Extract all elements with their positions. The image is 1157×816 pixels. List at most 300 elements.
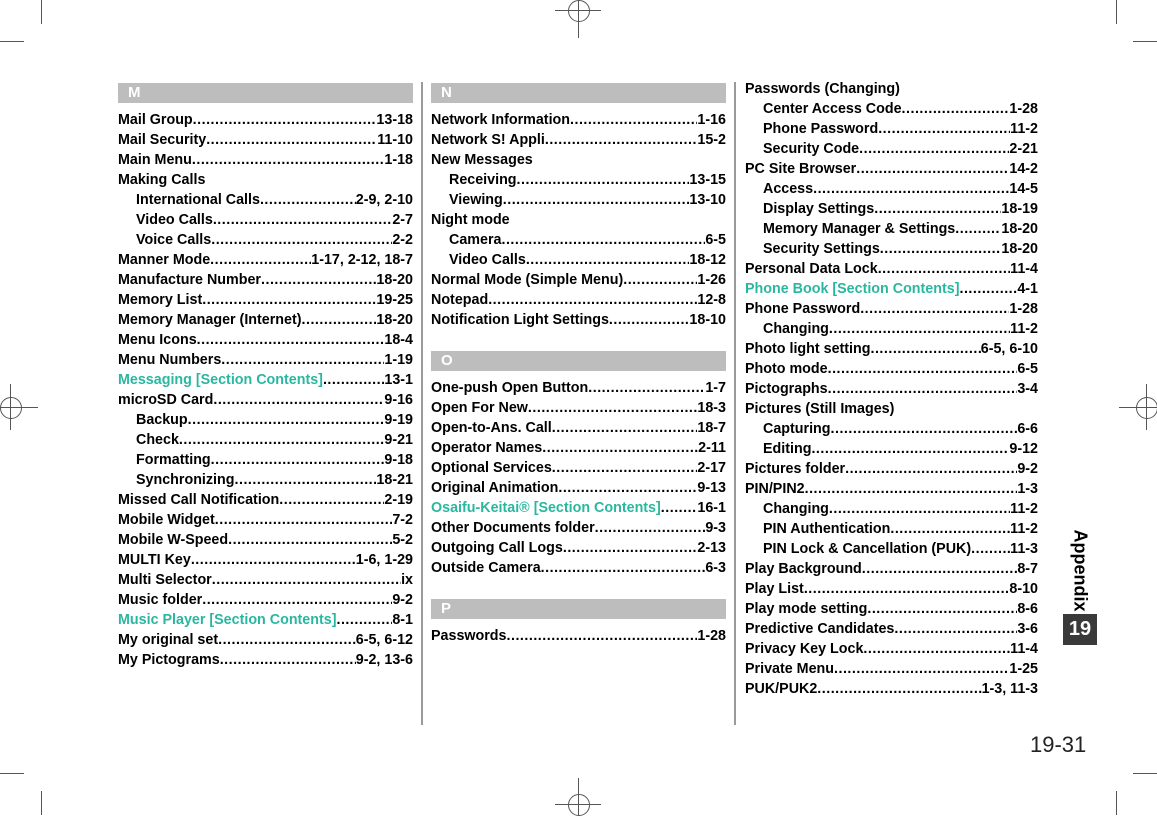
index-entry <box>118 130 413 150</box>
index-entry-page: 11-2 <box>1010 501 1038 517</box>
index-entry-page: 13-10 <box>689 192 726 208</box>
index-entry-label: Memory Manager & Settings <box>763 221 956 237</box>
index-entry <box>118 350 413 370</box>
index-entry-label: Changing <box>763 501 829 517</box>
index-entry <box>745 379 1038 399</box>
index-entry-page: 9-18 <box>384 452 413 468</box>
section-header-n: N <box>431 83 726 103</box>
index-list-p <box>431 626 726 646</box>
index-entry-page: 1-7 <box>705 380 726 396</box>
dot-leader <box>260 190 356 210</box>
index-entry-label: Personal Data Lock <box>745 261 878 277</box>
index-entry-page: 8-6 <box>1017 601 1038 617</box>
dot-leader <box>197 330 385 350</box>
index-entry-page: 6-6 <box>1017 421 1038 437</box>
dot-leader <box>845 459 1017 479</box>
index-entry <box>431 438 726 458</box>
index-entry <box>431 130 726 150</box>
dot-leader <box>588 378 705 398</box>
index-entry-label: Pictographs <box>745 381 828 397</box>
index-entry-page: 18-20 <box>376 272 413 288</box>
index-entry-page: 11-4 <box>1010 641 1038 657</box>
index-entry <box>745 479 1038 499</box>
index-entry-label: Synchronizing <box>136 472 235 488</box>
index-entry <box>745 679 1038 699</box>
dot-leader <box>235 470 377 490</box>
index-entry-page: 8-1 <box>392 612 413 628</box>
index-entry-label: One-push Open Button <box>431 380 589 396</box>
dot-leader <box>215 510 393 530</box>
index-entry <box>431 398 726 418</box>
index-entry <box>118 570 413 590</box>
index-entry-label: Pictures folder <box>745 461 846 477</box>
index-entry-page: 11-3 <box>1010 541 1038 557</box>
index-entry-label: Outgoing Call Logs <box>431 540 563 556</box>
index-entry-label: Play mode setting <box>745 601 868 617</box>
dot-leader <box>542 438 698 458</box>
dot-leader <box>503 190 690 210</box>
index-entry-page: 11-2 <box>1010 121 1038 137</box>
index-entry-label: Memory List <box>118 292 203 308</box>
dot-leader <box>211 230 392 250</box>
dot-leader <box>623 270 697 290</box>
registration-circle <box>1136 397 1157 419</box>
dot-leader <box>570 110 697 130</box>
index-entry-label: PIN/PIN2 <box>745 481 805 497</box>
index-entry-page: 2-9, 2-10 <box>355 192 413 208</box>
index-entry-label: Network S! Appli <box>431 132 545 148</box>
dot-leader <box>880 239 1002 259</box>
dot-leader <box>955 219 1001 239</box>
index-entry <box>745 599 1038 619</box>
index-entry <box>118 270 413 290</box>
index-entry-page: 9-21 <box>384 432 413 448</box>
index-entry <box>745 239 1038 259</box>
dot-leader <box>323 370 384 390</box>
dot-leader <box>193 110 377 130</box>
index-entry-label: Normal Mode (Simple Menu) <box>431 272 624 288</box>
index-list-m <box>118 110 413 670</box>
index-entry-page: 5-2 <box>392 532 413 548</box>
dot-leader <box>507 626 698 646</box>
index-entry <box>431 170 726 190</box>
index-entry-label: Phone Book [Section Contents] <box>745 281 960 297</box>
section-header-o: O <box>431 351 726 371</box>
index-entry-page: 9-2, 13-6 <box>355 652 413 668</box>
index-entry-label: PIN Authentication <box>763 521 891 537</box>
section-header-m: M <box>118 83 413 103</box>
index-entry <box>745 319 1038 339</box>
index-entry <box>118 470 413 490</box>
column-divider <box>734 82 736 725</box>
index-entry-page: 1-17, 2-12, 18-7 <box>311 252 413 268</box>
index-entry-label: Other Documents folder <box>431 520 595 536</box>
index-link-entry[interactable] <box>745 279 1038 299</box>
index-entry-label: Predictive Candidates <box>745 621 895 637</box>
dot-leader <box>811 439 1009 459</box>
dot-leader <box>336 610 392 630</box>
index-entry <box>431 478 726 498</box>
dot-leader <box>220 650 356 670</box>
index-entry-label: Passwords <box>431 628 507 644</box>
index-entry-label: Capturing <box>763 421 831 437</box>
index-entry <box>745 659 1038 679</box>
index-entry <box>431 250 726 270</box>
dot-leader <box>563 538 698 558</box>
index-entry <box>118 390 413 410</box>
dot-leader <box>894 619 1017 639</box>
index-entry-label: Mail Group <box>118 112 193 128</box>
dot-leader <box>862 559 1018 579</box>
dot-leader <box>210 250 311 270</box>
index-entry-label: Voice Calls <box>136 232 212 248</box>
dot-leader <box>870 339 980 359</box>
index-entry <box>431 558 726 578</box>
index-entry-label: Menu Icons <box>118 332 197 348</box>
index-entry-label: Original Animation <box>431 480 559 496</box>
index-entry-label: Network Information <box>431 112 571 128</box>
index-entry <box>118 110 413 130</box>
index-column-1 <box>118 83 413 670</box>
index-entry <box>431 518 726 538</box>
dot-leader <box>971 539 1010 559</box>
dot-leader <box>221 350 384 370</box>
dot-leader <box>545 130 698 150</box>
index-entry-page: 9-12 <box>1009 441 1038 457</box>
index-entry-page: 6-5 <box>1017 361 1038 377</box>
index-entry <box>745 99 1038 119</box>
index-entry-label: Night mode <box>431 212 510 228</box>
index-entry-label: Phone Password <box>745 301 861 317</box>
index-entry-page: 18-20 <box>1001 221 1038 237</box>
index-entry <box>118 190 413 210</box>
index-entry-page: 2-17 <box>697 460 726 476</box>
index-entry-page: 13-1 <box>384 372 413 388</box>
index-entry-label: Privacy Key Lock <box>745 641 864 657</box>
index-entry-page: 2-11 <box>698 440 726 456</box>
dot-leader <box>831 419 1018 439</box>
index-entry-page: 18-4 <box>384 332 413 348</box>
index-entry <box>431 626 726 646</box>
registration-circle <box>568 794 590 816</box>
index-entry <box>745 139 1038 159</box>
index-entry-page: 18-7 <box>697 420 726 436</box>
dot-leader <box>302 310 377 330</box>
dot-leader <box>192 150 385 170</box>
index-entry <box>118 210 413 230</box>
index-entry-label: Pictures (Still Images) <box>745 401 895 417</box>
index-entry <box>745 419 1038 439</box>
dot-leader <box>890 519 1010 539</box>
index-entry-page: 9-2 <box>1017 461 1038 477</box>
index-entry <box>118 630 413 650</box>
index-entry-label: Main Menu <box>118 152 192 168</box>
index-entry-label: Making Calls <box>118 172 206 188</box>
index-entry-label: Changing <box>763 321 829 337</box>
index-entry-page: 6-5, 6-12 <box>355 632 413 648</box>
index-entry-label: Play Background <box>745 561 862 577</box>
index-entry-page: 14-2 <box>1009 161 1038 177</box>
index-entry <box>118 230 413 250</box>
index-entry-page: 1-28 <box>1009 301 1038 317</box>
index-entry <box>745 499 1038 519</box>
index-entry <box>745 339 1038 359</box>
index-entry-label: New Messages <box>431 152 533 168</box>
index-entry <box>118 490 413 510</box>
index-entry-page: 2-7 <box>392 212 413 228</box>
index-entry <box>745 219 1038 239</box>
dot-leader <box>804 579 1010 599</box>
index-entry <box>745 519 1038 539</box>
index-entry-label: Menu Numbers <box>118 352 222 368</box>
index-entry-label: PUK/PUK2 <box>745 681 818 697</box>
dot-leader <box>878 119 1010 139</box>
dot-leader <box>829 499 1010 519</box>
dot-leader <box>558 478 697 498</box>
index-link-entry[interactable] <box>431 498 726 518</box>
crop-mark <box>41 0 42 24</box>
index-entry-label: Mobile W-Speed <box>118 532 229 548</box>
dot-leader <box>595 518 706 538</box>
index-entry-page: 1-28 <box>1009 101 1038 117</box>
index-entry-page: 6-5 <box>705 232 726 248</box>
index-list-o <box>431 378 726 578</box>
dot-leader <box>859 139 1009 159</box>
index-entry-page: 11-4 <box>1010 261 1038 277</box>
index-entry-label: Camera <box>449 232 502 248</box>
index-entry <box>745 459 1038 479</box>
index-entry-page: 2-2 <box>392 232 413 248</box>
index-entry-label: PIN Lock & Cancellation (PUK) <box>763 541 972 557</box>
index-entry <box>745 79 1038 99</box>
index-entry-page: 1-16 <box>697 112 726 128</box>
dot-leader <box>661 498 698 518</box>
index-entry-page: 3-6 <box>1017 621 1038 637</box>
dot-leader <box>213 390 384 410</box>
index-entry-page: 9-19 <box>384 412 413 428</box>
dot-leader <box>517 170 690 190</box>
index-entry <box>745 179 1038 199</box>
index-entry-label: microSD Card <box>118 392 214 408</box>
dot-leader <box>856 159 1009 179</box>
dot-leader <box>552 458 698 478</box>
index-entry-page: 8-7 <box>1017 561 1038 577</box>
index-entry <box>118 290 413 310</box>
index-entry-page: 1-25 <box>1009 661 1038 677</box>
dot-leader <box>609 310 690 330</box>
index-entry-page: 1-6, 1-29 <box>355 552 413 568</box>
dot-leader <box>878 259 1010 279</box>
index-entry-page: 4-1 <box>1017 281 1038 297</box>
dot-leader <box>261 270 376 290</box>
index-entry <box>745 299 1038 319</box>
index-entry-label: Photo light setting <box>745 341 871 357</box>
index-entry-page: 12-8 <box>697 292 726 308</box>
index-entry-label: My Pictograms <box>118 652 220 668</box>
crop-mark <box>0 773 24 774</box>
index-entry-page: 1-18 <box>384 152 413 168</box>
index-entry-label: Messaging [Section Contents] <box>118 372 323 388</box>
index-entry-label: Optional Services <box>431 460 552 476</box>
index-entry-label: Center Access Code <box>763 101 902 117</box>
index-entry <box>745 159 1038 179</box>
index-entry-label: Check <box>136 432 179 448</box>
dot-leader <box>817 679 981 699</box>
index-entry <box>745 359 1038 379</box>
crop-mark <box>41 791 42 815</box>
index-entry-page: 18-3 <box>697 400 726 416</box>
index-entry <box>118 430 413 450</box>
index-column-2 <box>431 83 726 646</box>
index-entry <box>118 590 413 610</box>
index-entry <box>745 399 1038 419</box>
dot-leader <box>813 179 1009 199</box>
dot-leader <box>211 450 385 470</box>
index-entry-page: 11-10 <box>377 132 413 148</box>
index-entry-page: 3-4 <box>1017 381 1038 397</box>
index-entry-page: 11-2 <box>1010 321 1038 337</box>
index-entry-page: 16-1 <box>697 500 726 516</box>
index-entry-page: 14-5 <box>1009 181 1038 197</box>
index-entry-label: Memory Manager (Internet) <box>118 312 302 328</box>
index-entry <box>431 110 726 130</box>
index-entry-page: 9-13 <box>697 480 726 496</box>
dot-leader <box>213 210 393 230</box>
index-entry-label: Receiving <box>449 172 517 188</box>
index-entry-page: 11-2 <box>1010 521 1038 537</box>
index-entry <box>745 439 1038 459</box>
dot-leader <box>206 130 377 150</box>
index-entry <box>118 650 413 670</box>
index-entry-label: Music Player [Section Contents] <box>118 612 337 628</box>
index-entry-page: 18-10 <box>689 312 726 328</box>
index-list-n <box>431 110 726 330</box>
index-entry-page: 1-26 <box>697 272 726 288</box>
index-entry <box>118 410 413 430</box>
index-link-entry[interactable] <box>118 370 413 390</box>
index-entry-label: International Calls <box>136 192 260 208</box>
index-entry-label: Phone Password <box>763 121 879 137</box>
index-entry-page: 1-3 <box>1017 481 1038 497</box>
index-column-3 <box>745 79 1038 699</box>
index-entry-page: 18-19 <box>1001 201 1038 217</box>
index-entry-label: Private Menu <box>745 661 834 677</box>
crop-mark <box>1133 773 1157 774</box>
appendix-tab-label: Appendix <box>1070 528 1091 612</box>
index-entry-page: 8-10 <box>1009 581 1038 597</box>
crop-mark <box>1133 41 1157 42</box>
index-entry <box>745 259 1038 279</box>
index-entry-label: Mobile Widget <box>118 512 215 528</box>
index-entry-label: Viewing <box>449 192 503 208</box>
dot-leader <box>959 279 1017 299</box>
index-entry <box>745 639 1038 659</box>
index-entry <box>745 619 1038 639</box>
index-entry <box>431 538 726 558</box>
dot-leader <box>212 570 401 590</box>
index-entry <box>118 510 413 530</box>
index-entry-label: Music folder <box>118 592 203 608</box>
dot-leader <box>528 398 697 418</box>
index-entry-label: Open For New <box>431 400 528 416</box>
index-link-entry[interactable] <box>118 610 413 630</box>
dot-leader <box>218 630 356 650</box>
section-header-p: P <box>431 599 726 619</box>
dot-leader <box>202 290 376 310</box>
index-entry-label: Security Settings <box>763 241 880 257</box>
index-entry-page: 2-19 <box>384 492 413 508</box>
index-entry <box>118 530 413 550</box>
registration-circle <box>0 397 22 419</box>
index-entry-page: 19-25 <box>376 292 413 308</box>
index-entry-label: Outside Camera <box>431 560 541 576</box>
dot-leader <box>541 558 706 578</box>
dot-leader <box>834 659 1009 679</box>
index-entry <box>431 418 726 438</box>
dot-leader <box>488 290 697 310</box>
index-entry-label: Editing <box>763 441 812 457</box>
index-entry-label: Security Code <box>763 141 860 157</box>
index-entry <box>431 230 726 250</box>
index-entry-label: PC Site Browser <box>745 161 857 177</box>
dot-leader <box>860 299 1009 319</box>
dot-leader <box>501 230 705 250</box>
index-entry-label: Display Settings <box>763 201 875 217</box>
index-entry-label: Open-to-Ans. Call <box>431 420 552 436</box>
index-entry-page: 6-3 <box>705 560 726 576</box>
index-entry <box>431 210 726 230</box>
index-entry-label: Formatting <box>136 452 211 468</box>
index-entry <box>431 378 726 398</box>
index-entry-page: 9-2 <box>392 592 413 608</box>
dot-leader <box>228 530 392 550</box>
dot-leader <box>828 379 1018 399</box>
dot-leader <box>867 599 1017 619</box>
index-entry <box>431 270 726 290</box>
dot-leader <box>202 590 392 610</box>
dot-leader <box>828 359 1018 379</box>
index-entry <box>745 579 1038 599</box>
index-entry-label: Play List <box>745 581 804 597</box>
crop-mark <box>0 41 24 42</box>
index-entry <box>745 199 1038 219</box>
dot-leader <box>279 490 384 510</box>
index-entry <box>431 190 726 210</box>
index-entry-page: 13-18 <box>376 112 413 128</box>
index-entry-label: Manner Mode <box>118 252 211 268</box>
index-entry <box>431 150 726 170</box>
index-entry-page: 18-12 <box>689 252 726 268</box>
index-entry-page: 18-20 <box>1001 241 1038 257</box>
dot-leader <box>179 430 384 450</box>
dot-leader <box>863 639 1010 659</box>
index-entry-label: Operator Names <box>431 440 543 456</box>
dot-leader <box>552 418 698 438</box>
index-entry <box>118 450 413 470</box>
index-entry-page: 1-3, 11-3 <box>981 681 1038 697</box>
dot-leader <box>526 250 690 270</box>
index-entry <box>431 458 726 478</box>
index-entry-page: ix <box>401 572 413 588</box>
index-entry-label: Video Calls <box>449 252 526 268</box>
dot-leader <box>902 99 1010 119</box>
page-number: 19-31 <box>1030 732 1087 757</box>
index-list-p-continued <box>745 79 1038 699</box>
registration-circle <box>568 0 590 22</box>
chapter-number-box: 19 <box>1063 614 1097 645</box>
index-entry-page: 18-21 <box>376 472 413 488</box>
index-entry-page: 7-2 <box>392 512 413 528</box>
